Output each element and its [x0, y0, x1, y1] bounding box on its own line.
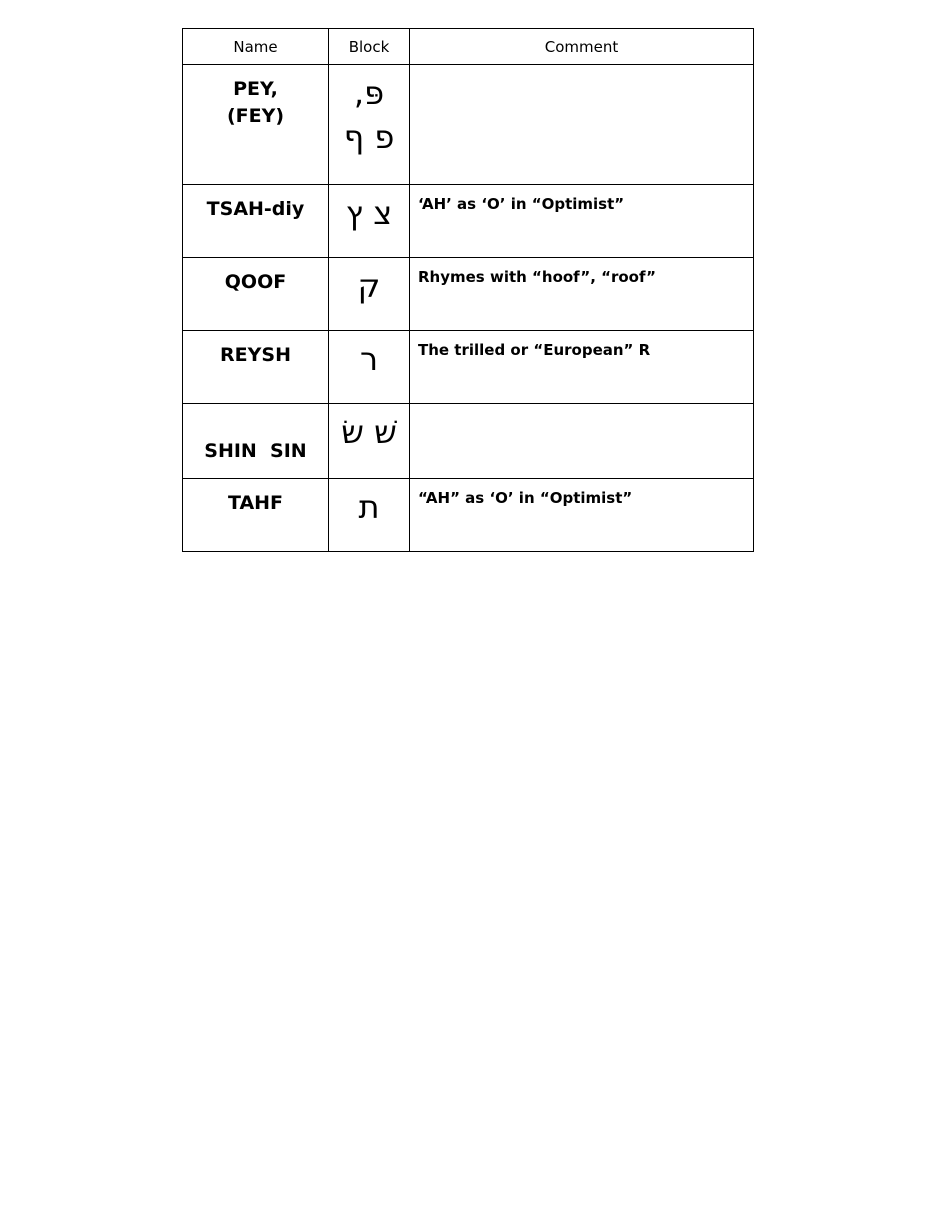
block-glyph-line: פּ, — [353, 74, 385, 112]
letter-block — [329, 331, 410, 404]
table-header — [183, 29, 754, 65]
hebrew-letters-table — [182, 28, 754, 552]
header-block: Block — [329, 29, 410, 65]
letter-block — [329, 404, 410, 479]
letter-comment — [410, 404, 754, 479]
letter-name: SHIN SIN — [183, 404, 329, 479]
header-comment: Comment — [410, 29, 754, 65]
letter-block — [329, 185, 410, 258]
letter-name: REYSH — [183, 331, 329, 404]
block-glyph-line: ת — [358, 488, 380, 526]
table-row — [183, 479, 754, 552]
table-row — [183, 404, 754, 479]
letter-block — [329, 479, 410, 552]
table-row — [183, 65, 754, 185]
block-glyph-line: צ ץ — [345, 194, 393, 232]
block-glyph-line: שׁ שׂ — [341, 413, 397, 451]
letter-name: PEY, (FEY) — [183, 65, 329, 185]
table-row — [183, 185, 754, 258]
letter-name: TAHF — [183, 479, 329, 552]
header-row — [183, 29, 754, 65]
letter-comment — [410, 65, 754, 185]
table-body — [183, 65, 754, 552]
table-row — [183, 331, 754, 404]
letter-name: QOOF — [183, 258, 329, 331]
header-name: Name — [183, 29, 329, 65]
letter-comment: ‘AH’ as ‘O’ in “Optimist” — [410, 185, 754, 258]
letter-comment: “AH” as ‘O’ in “Optimist” — [410, 479, 754, 552]
letter-comment: Rhymes with “hoof”, “roof” — [410, 258, 754, 331]
block-glyph-line: פ ף — [343, 118, 395, 156]
block-glyph-line: ק — [357, 267, 381, 305]
letter-block — [329, 65, 410, 185]
block-glyph-line: ר — [359, 340, 379, 378]
letter-comment: The trilled or “European” R — [410, 331, 754, 404]
letter-name: TSAH-diy — [183, 185, 329, 258]
letter-block — [329, 258, 410, 331]
table-row — [183, 258, 754, 331]
